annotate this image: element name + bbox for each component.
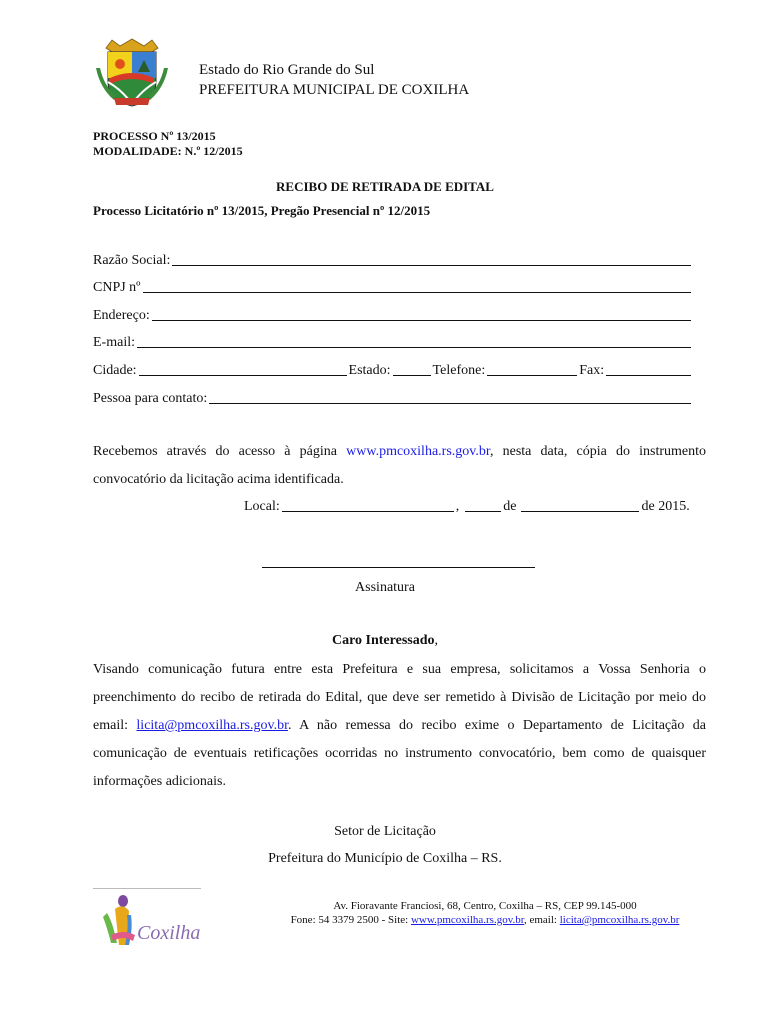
modality-number: MODALIDADE: N.º 12/2015 — [93, 144, 243, 158]
cidade-label: Cidade: — [93, 363, 137, 378]
email-field[interactable] — [93, 333, 693, 351]
estado-label: Estado: — [348, 363, 391, 378]
footer-address: Av. Fioravante Franciosi, 68, Centro, Coxilha – RS, CEP 99.145-000 — [333, 900, 637, 912]
endereco-field[interactable] — [93, 306, 693, 324]
footer-email-label: , email: — [523, 914, 560, 926]
prefeitura-name: Prefeitura do Município de Coxilha – RS. — [268, 851, 502, 866]
document-title: RECIBO DE RETIRADA DE EDITAL — [276, 179, 494, 194]
coat-of-arms-logo — [92, 38, 172, 110]
process-number: PROCESSO Nº 13/2015 — [93, 129, 216, 143]
document-subtitle: Processo Licitatório nº 13/2015, Pregão Presencial nº 12/2015 — [93, 203, 431, 218]
cnpj-field[interactable] — [93, 278, 693, 296]
notice-text-start: Visando comunicação futura entre esta Prefeitura e sua empresa, solicitamos a Vossa Senhoria o preenchimento do recibo de retirada do Edital, que deve ser remetido à Divisão de Licitação por meio do email: — [93, 662, 706, 733]
receipt-text-start: Recebemos através do acesso à página — [93, 444, 347, 459]
footer-phone: Fone: 54 3379 2500 - Site: — [290, 914, 411, 926]
greeting-text: Caro Interessado — [331, 633, 435, 648]
contato-label: Pessoa para contato: — [93, 391, 208, 406]
notice-paragraph — [93, 656, 706, 796]
razao-social-label: Razão Social: — [93, 253, 171, 268]
greeting-comma: , — [434, 633, 439, 648]
email-label: E-mail: — [93, 335, 135, 350]
email-link[interactable]: licita@pmcoxilha.rs.gov.br — [136, 718, 288, 733]
receipt-paragraph — [93, 438, 706, 494]
municipality-name: PREFEITURA MUNICIPAL DE COXILHA — [199, 82, 470, 98]
state-name: Estado do Rio Grande do Sul — [199, 62, 375, 78]
brand-wordmark: Coxilha — [137, 922, 201, 944]
endereco-label: Endereço: — [93, 308, 150, 323]
local-comma: , — [455, 499, 460, 514]
cidade-row[interactable] — [93, 361, 693, 379]
sector-name: Setor de Licitação — [334, 824, 436, 839]
site-link[interactable]: www.pmcoxilha.rs.gov.br — [346, 444, 490, 459]
razao-social-field[interactable] — [93, 251, 693, 269]
notice-greeting — [0, 633, 770, 649]
footer-site-link[interactable]: www.pmcoxilha.rs.gov.br — [410, 914, 524, 926]
fax-label: Fax: — [579, 363, 605, 378]
de-label: de — [503, 499, 517, 514]
telefone-label: Telefone: — [432, 363, 486, 378]
footer-email-link[interactable]: licita@pmcoxilha.rs.gov.br — [559, 914, 680, 926]
signature-line[interactable] — [262, 567, 535, 568]
receipt-text-end: , nesta data, cópia do instrumento convocatório da licitação acima identificada. — [93, 444, 706, 487]
coxilha-brand-logo — [93, 888, 201, 953]
footer-contact — [205, 913, 765, 928]
de-year-label: de 2015. — [641, 499, 690, 514]
local-date-line[interactable] — [244, 497, 690, 515]
notice-text-end: . A não remessa do recibo exime o Departamento de Licitação da comunicação de eventuais retificações ocorridas no instrumento convocatório, bem como de quaisquer informações adicionais. — [93, 718, 706, 789]
contato-field[interactable] — [93, 389, 693, 407]
local-label: Local: — [244, 499, 280, 514]
signature-label: Assinatura — [355, 580, 415, 595]
cnpj-label: CNPJ nº — [93, 280, 141, 295]
